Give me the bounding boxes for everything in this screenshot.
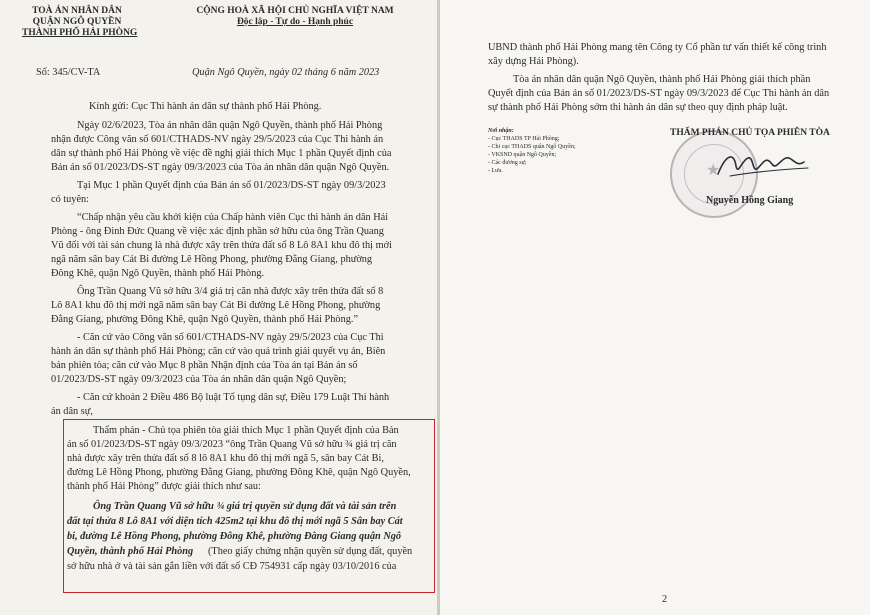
quote-line: Ông Trần Quang Vũ sở hữu 3/4 giá trị căn nhà được xây trên thửa đất số 8 <box>77 286 384 297</box>
continuation-line: sự thành phố Hải Phòng sớm thi hành án dân sự theo quy định pháp luật. <box>488 102 788 113</box>
recipient-item: - Chi cục THADS quận Ngô Quyền; <box>488 144 576 150</box>
handwritten-signature <box>712 146 812 184</box>
continuation-line: Tòa án nhân dân quận Ngô Quyền, thành phố Hải Phòng giải thích phần <box>513 74 811 85</box>
recipient-line: Kính gửi: Cục Thi hành án dân sự thành phố Hải Phòng. <box>89 101 322 112</box>
highlight-line: (Theo giấy chứng nhận quyền sử dụng đất, quyền <box>208 546 413 557</box>
body-line: án dân sự, <box>51 406 93 417</box>
court-name: TOÀ ÁN NHÂN DÂN <box>32 6 122 16</box>
body-line: nhận được Công văn số 601/CTHADS-NV ngày 29/5/2023 của Cục Thi hành án <box>51 134 384 145</box>
recipient-item: - Cục THADS TP Hải Phòng; <box>488 136 560 142</box>
body-line: hành án dân sự thành phố Hải Phòng; căn cứ vào quá trình giải quyết vụ án, Biên <box>51 346 386 357</box>
quote-line: Đông Khê, quận Ngô Quyền, thành phố Hải Phòng. <box>51 268 265 279</box>
body-line: dân sự thành phố Hải Phòng về việc đề nghị giải thích Mục 1 phần Quyết định của <box>51 148 392 159</box>
signer-name: Nguyễn Hồng Giang <box>706 195 794 206</box>
body-line: - Căn cứ khoản 2 Điều 486 Bộ luật Tố tụng dân sự, Điều 179 Luật Thi hành <box>77 392 390 403</box>
highlight-line: nhà được xây trên thửa đất số 8 lô 8A1 khu đô thị mới ngã 5, sân bay Cát Bi, <box>67 453 384 464</box>
highlight-line: bi, đường Lê Hồng Phong, phường Đông Khê, phường Đằng Giang quận Ngô <box>67 531 402 542</box>
recipient-item: - Các đương sự; <box>488 160 527 166</box>
highlight-line: thành phố Hải Phòng” được giải thích như sau: <box>67 481 261 492</box>
page-number: 2 <box>662 594 668 605</box>
recipient-item: - VKSND quận Ngô Quyền; <box>488 152 557 158</box>
continuation-line: xây dựng Hải Phòng). <box>488 56 579 67</box>
body-line: Ngày 02/6/2023, Tòa án nhân dân quận Ngô Quyền, thành phố Hải Phòng <box>77 120 383 131</box>
court-city: THÀNH PHỐ HẢI PHÒNG <box>22 28 138 38</box>
recipients-title: Nơi nhận: <box>488 128 514 134</box>
national-motto: Độc lập - Tự do - Hạnh phúc <box>236 17 354 27</box>
quote-line: Lô 8A1 khu đô thị mới ngã năm sân bay Cát Bi đường Lê Hồng Phong, phường <box>51 300 381 311</box>
body-line: 01/2023/DS-ST ngày 09/3/2023 của Tòa án nhân dân quận Ngô Quyền; <box>51 374 347 385</box>
highlight-line: Quyền, thành phố Hải Phòng <box>67 546 194 557</box>
continuation-line: UBND thành phố Hải Phòng mang tên Công ty Cổ phần tư vấn thiết kế công trình <box>488 42 827 53</box>
court-seal-stamp: ★ <box>670 130 758 218</box>
highlight-line: đất tại thửa 8 Lô 8A1 với diện tích 425m2 tại khu đô thị mới ngã 5 Sân bay Cát <box>67 516 403 527</box>
quote-line: Phòng - ông Đinh Đức Quang về việc xác định phần sở hữu của ông Trần Quang <box>51 226 384 237</box>
quote-line: Vũ đối với tài sản chung là nhà được xây trên thửa đất số 8 Lô 8A1 khu đô thị mới <box>51 240 392 251</box>
national-title: CỘNG HOÀ XÃ HỘI CHỦ NGHĨA VIỆT NAM <box>196 6 394 16</box>
recipient-item: - Lưu. <box>488 168 503 174</box>
quote-line: Đằng Giang, phường Đông Khê, quận Ngô Quyền, thành phố Hải Phòng.” <box>51 314 359 325</box>
signer-title: THẨM PHÁN CHỦ TỌA PHIÊN TÒA <box>670 128 830 138</box>
highlight-line: đường Lê Hồng Phong, phường Đằng Giang, phường Đông Khê, quận Ngô Quyền, <box>67 467 411 478</box>
quote-line: “Chấp nhận yêu cầu khởi kiện của Chấp hành viên Cục thi hành án dân Hải <box>77 212 389 223</box>
highlight-line: sở hữu nhà ở và tài sản gắn liền với đất số CĐ 754931 cấp ngày 03/10/2016 của <box>67 561 397 572</box>
highlight-line: Thẩm phán - Chủ tọa phiên tòa giải thích Mục 1 phần Quyết định của Bản <box>93 425 399 436</box>
body-line: Bản án số 01/2023/DS-ST ngày 09/3/2023 của Tòa án nhân dân quận Ngô Quyền. <box>51 162 390 173</box>
highlight-line: Ông Trần Quang Vũ sở hữu ¾ giá trị quyền sử dụng đất và tài sản trên <box>93 501 397 512</box>
quote-line: ngã năm sân bay Cát Bi đường Lê Hồng Phong, phường Đằng Giang, phường <box>51 254 373 265</box>
body-line: có tuyên: <box>51 194 90 205</box>
highlight-line: án số 01/2023/DS-ST ngày 09/3/2023 “ông Trần Quang Vũ sở hữu ¾ giá trị căn <box>67 439 397 450</box>
continuation-line: Quyết định của Bản án số 01/2023/DS-ST ngày 09/3/2023 để Cục Thi hành án dân <box>488 88 830 99</box>
body-line: bản phiên tòa; căn cứ vào Mục 8 phần Nhận định của Tòa án tại Bản án số <box>51 360 358 371</box>
document-number: Số: 345/CV-TA <box>36 67 101 78</box>
court-district: QUẬN NGÔ QUYỀN <box>32 17 122 27</box>
body-line: Tại Mục 1 phần Quyết định của Bản án số 01/2023/DS-ST ngày 09/3/2023 <box>77 180 386 191</box>
body-line: - Căn cứ vào Công văn số 601/CTHADS-NV ngày 29/5/2023 của Cục Thi <box>77 332 384 343</box>
place-date: Quận Ngô Quyền, ngày 02 tháng 6 năm 2023 <box>192 67 380 78</box>
